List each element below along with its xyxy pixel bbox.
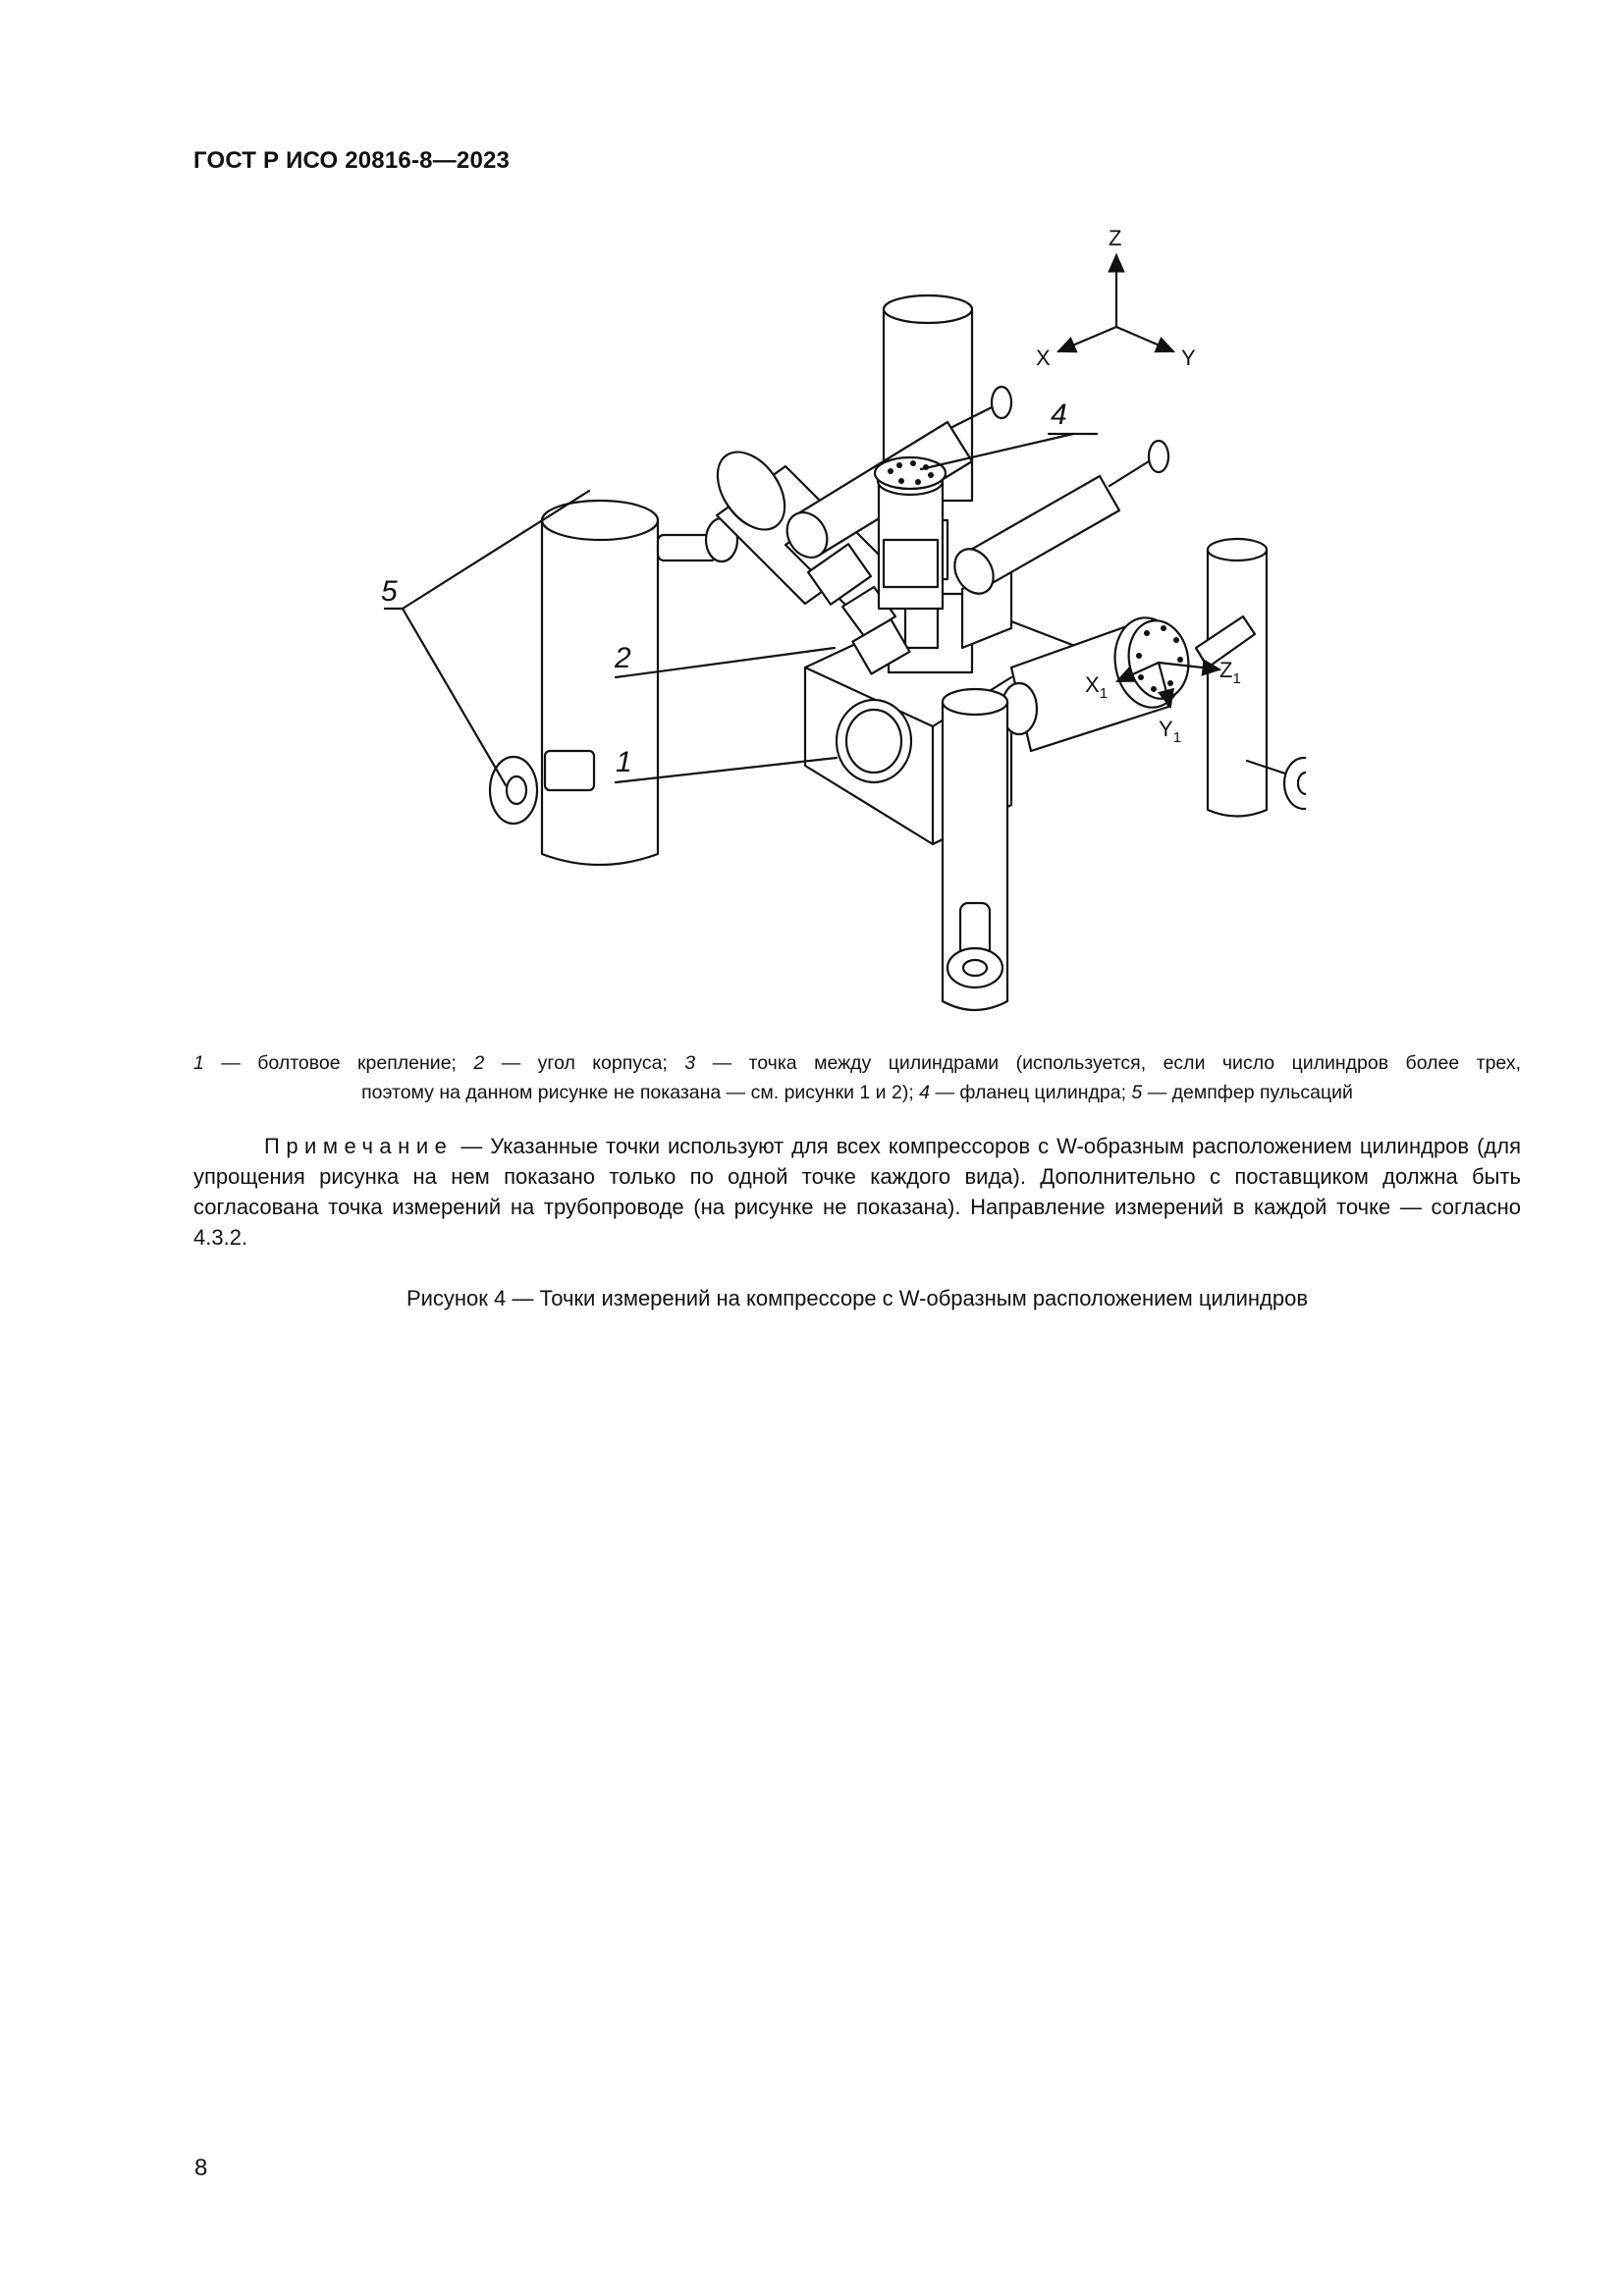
note-label: Примечание — [264, 1134, 454, 1158]
note-text: — Указанные точки используют для всех компрессоров с W-образным расположением цилиндров (для упрощения рисунка на нем показано только по одной точке каждого вида). Дополнительно с поставщиком должна быть согласована точка измерений на трубопроводе (на рисунке не показана). Направление измерений в каждой точке — согласно 4.3.2. — [193, 1134, 1521, 1250]
callout-4: 4 — [1051, 399, 1067, 431]
figure-legend — [193, 1048, 1521, 1107]
callout-5: 5 — [381, 575, 398, 608]
compressor-drawing — [324, 216, 1306, 1041]
cylinder-vertical — [875, 457, 946, 609]
axis-system — [1036, 226, 1196, 370]
document-header: ГОСТ Р ИСО 20816-8—2023 — [193, 147, 511, 174]
note-paragraph — [193, 1131, 1521, 1253]
discharge-pipe — [947, 441, 1168, 601]
pulsation-damper-left — [490, 501, 737, 865]
legend-line-2: поэтому на данном рисунке не показана — см. рисунки 1 и 2); 4 — фланец цилиндра; 5 — демпфер пульсаций — [361, 1082, 1353, 1103]
local-axis-x: $X_1$ — [1085, 672, 1109, 702]
local-axis-y: $Y_1$ — [1159, 717, 1182, 746]
legend-line-1: 1 — болтовое крепление; 2 — угол корпуса; 3 — точка между цилиндрами (используется, если число цилиндров более трех, — [193, 1052, 1521, 1074]
callout-2: 2 — [615, 642, 631, 674]
axis-y-label: Y — [1181, 346, 1196, 370]
page-number: 8 — [194, 2155, 208, 2181]
compressor-figure — [324, 216, 1306, 1041]
axis-z-label: Z — [1109, 226, 1122, 250]
front-pipe — [943, 689, 1007, 1010]
local-axis-z: $Z_1$ — [1219, 658, 1241, 687]
pulsation-damper-right — [1196, 539, 1306, 817]
figure-caption: Рисунок 4 — Точки измерений на компрессоре с W-образным расположением цилиндров — [406, 1286, 1309, 1310]
axis-x-label: X — [1036, 346, 1051, 370]
callout-1: 1 — [616, 746, 632, 778]
